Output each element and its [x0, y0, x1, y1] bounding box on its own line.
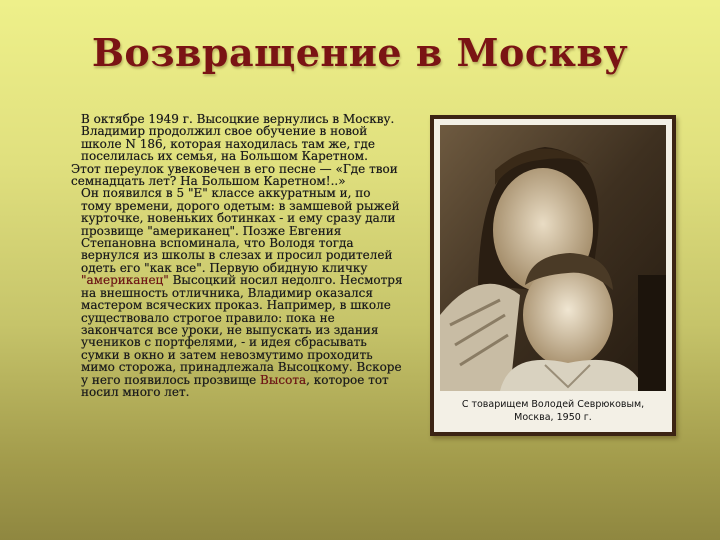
portrait-photo — [440, 125, 666, 391]
photo-frame — [430, 115, 676, 436]
photo-caption-line-2: Москва, 1950 г. — [514, 412, 592, 423]
paragraph-3-middle: Высоцкий носил недолго. Несмотря на внешность отличника, Владимир оказался мастером всяческих проказ. Например, в школе существовало строгое правило: пока не закончатся все уроки, не выпускать из здания учеников с портфелями, - и идея сбрасывать сумки в окно и затем невозмутимо проходить мимо сторожа, принадлежала Высоцкому. Вскоре у него появилось прозвище — [81, 273, 403, 387]
slide-body-text — [71, 113, 403, 398]
paragraph-3 — [71, 187, 403, 398]
photo-caption-line-1: С товарищем Володей Севрюковым, — [461, 399, 645, 410]
nickname-vysota: Высота — [260, 372, 307, 387]
paragraph-3-start: Он появился в 5 "Е" классе аккуратным и, по тому времени, дорого одетым: в замшевой рыжей курточке, новеньких ботинках - и ему сразу дали прозвище "американец". Позже Евгения Степановна вспоминала, что Володя тогда вернулся из школы в слезах и просил родителей одеть его "как все". Первую обидную кличку — [81, 186, 400, 275]
photo-caption — [434, 398, 672, 424]
paragraph-2: Этот переулок увековечен в его песне — «Где твои семнадцать лет? На Большом Каретном!..» — [71, 161, 398, 189]
photo-card — [434, 119, 672, 432]
paragraph-3-end: , которое тот носил много лет. — [81, 372, 389, 399]
nickname-american: "американец" — [81, 273, 169, 288]
paragraph-1: В октябре 1949 г. Высоцкие вернулись в Москву. Владимир продолжил свое обучение в новой школе N 186, которая находилась там же, где поселилась их семья, на Большом Каретном. — [81, 112, 395, 164]
slide-title: Возвращение в Москву — [91, 30, 629, 75]
